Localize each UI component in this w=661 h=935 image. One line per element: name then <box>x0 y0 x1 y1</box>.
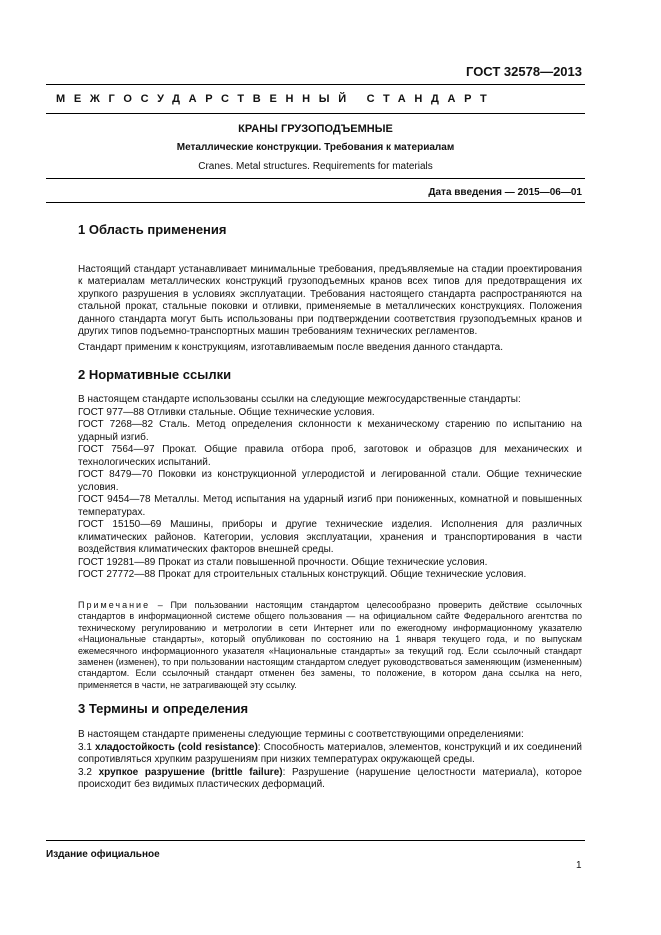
term-text: : Разрушение (нарушение целостности материала), которое происходит без видимых пластических деформаций. <box>78 766 582 790</box>
header-rule-bottom <box>46 178 585 179</box>
section-3-body <box>78 729 582 792</box>
reference-item: ГОСТ 19281—89 Прокат из стали повышенной прочности. Общие технические условия. <box>78 556 488 568</box>
section-1-body-2 <box>78 342 582 355</box>
document-title: КРАНЫ ГРУЗОПОДЪЕМНЫЕ <box>238 123 393 135</box>
header-rule-top <box>46 84 585 85</box>
document-title-en: Cranes. Metal structures. Requirements for materials <box>198 161 433 172</box>
gost-number: ГОСТ 32578—2013 <box>466 64 582 79</box>
section-3-intro: В настоящем стандарте применены следующие термины с соответствующими определениями: <box>78 729 524 740</box>
page-number: 1 <box>576 860 582 871</box>
section-2-body <box>78 394 582 582</box>
term-number: 3.1 <box>78 741 96 753</box>
date-rule <box>46 202 585 203</box>
reference-item: ГОСТ 8479—70 Поковки из конструкционной углеродистой и легированной стали. Общие технические условия. <box>78 469 582 493</box>
reference-note <box>78 600 582 691</box>
term-definition <box>78 767 582 792</box>
term-text: : Способность материалов, элементов, конструкций и их соединений сопротивляться хрупким разрушениям при низких температурах окружающей среды. <box>78 741 582 765</box>
section-3-heading: 3 Термины и определения <box>78 701 249 716</box>
section-1-heading: 1 Область применения <box>78 222 227 237</box>
edition-label: Издание официальное <box>46 849 160 860</box>
section-1-paragraph <box>78 251 582 339</box>
reference-item: ГОСТ 7268—82 Сталь. Метод определения склонности к механическому старению по испытанию на ударный изгиб. <box>78 419 582 443</box>
term-number: 3.2 <box>78 766 99 778</box>
footer-rule <box>46 840 585 841</box>
section-1-text: Настоящий стандарт устанавливает минимальные требования, предъявляемые на стадии проектирования к материалам металлических конструкций грузоподъемных кранов всех типов для предотвращения их хрупкого разрушения в условиях эксплуатации. Требования настоящего стандарта распространяются на стальной прокат, стальные поковки и отливки, применяемые в металлических конструкциях. Положения данного стандарта могут быть использованы при подтверждении соответствия грузоподъемных кранов и других типов подъемно-транспортных машин требованиям технических регламентов. <box>78 263 582 337</box>
reference-item: ГОСТ 9454—78 Металлы. Метод испытания на ударный изгиб при пониженных, комнатной и повышенных температурах. <box>78 494 582 518</box>
note-text: – При пользовании настоящим стандартом целесообразно проверить действие ссылочных стандартов в информационной системе общего пользования — на официальном сайте Федерального агентства по техническому регулированию и метрологии в сети Интернет или по ежегодному информационному указателю «Национальные стандарты», который опубликован по состоянию на 1 января текущего года, и по выпускам ежемесячного информационного указателя «Национальные стандарты» за текущий год. Если ссылочный стандарт заменен (изменен), то при пользовании настоящим стандартом следует руководствоваться заменяющим (измененным) стандартом. Если ссылочный стандарт отменен без замены, то положение, в котором дана ссылка на него, применяется в части, не затрагивающей эту ссылку. <box>78 600 582 690</box>
note-label: Примечание <box>78 600 151 610</box>
section-1-body <box>78 251 582 339</box>
reference-item: ГОСТ 977—88 Отливки стальные. Общие технические условия. <box>78 406 375 418</box>
section-1-paragraph-2: Стандарт применим к конструкциям, изготавливаемым после введения данного стандарта. <box>78 342 504 353</box>
section-2-intro: В настоящем стандарте использованы ссылки на следующие межгосударственные стандарты: <box>78 394 521 405</box>
standard-type: МЕЖГОСУДАРСТВЕННЫЙ СТАНДАРТ <box>56 93 496 105</box>
document-subtitle: Металлические конструкции. Требования к материалам <box>176 142 455 153</box>
reference-item: ГОСТ 27772—88 Прокат для строительных стальных конструкций. Общие технические условия. <box>78 569 527 580</box>
reference-item: ГОСТ 7564—97 Прокат. Общие правила отбора проб, заготовок и образцов для механических и технологических испытаний. <box>78 444 582 468</box>
term-name: хладостойкость (cold resistance) <box>95 741 258 753</box>
term-name: хрупкое разрушение (brittle failure) <box>98 766 283 778</box>
header-rule-middle <box>46 113 585 114</box>
reference-item: ГОСТ 15150—69 Машины, приборы и другие технические изделия. Исполнения для различных климатических районов. Категории, условия эксплуатации, хранения и транспортирования в части воздействия климатических факторов внешней среды. <box>78 519 582 555</box>
section-2-heading: 2 Нормативные ссылки <box>78 367 232 382</box>
introduction-date: Дата введения — 2015—06—01 <box>428 187 582 198</box>
term-definition <box>78 742 582 767</box>
